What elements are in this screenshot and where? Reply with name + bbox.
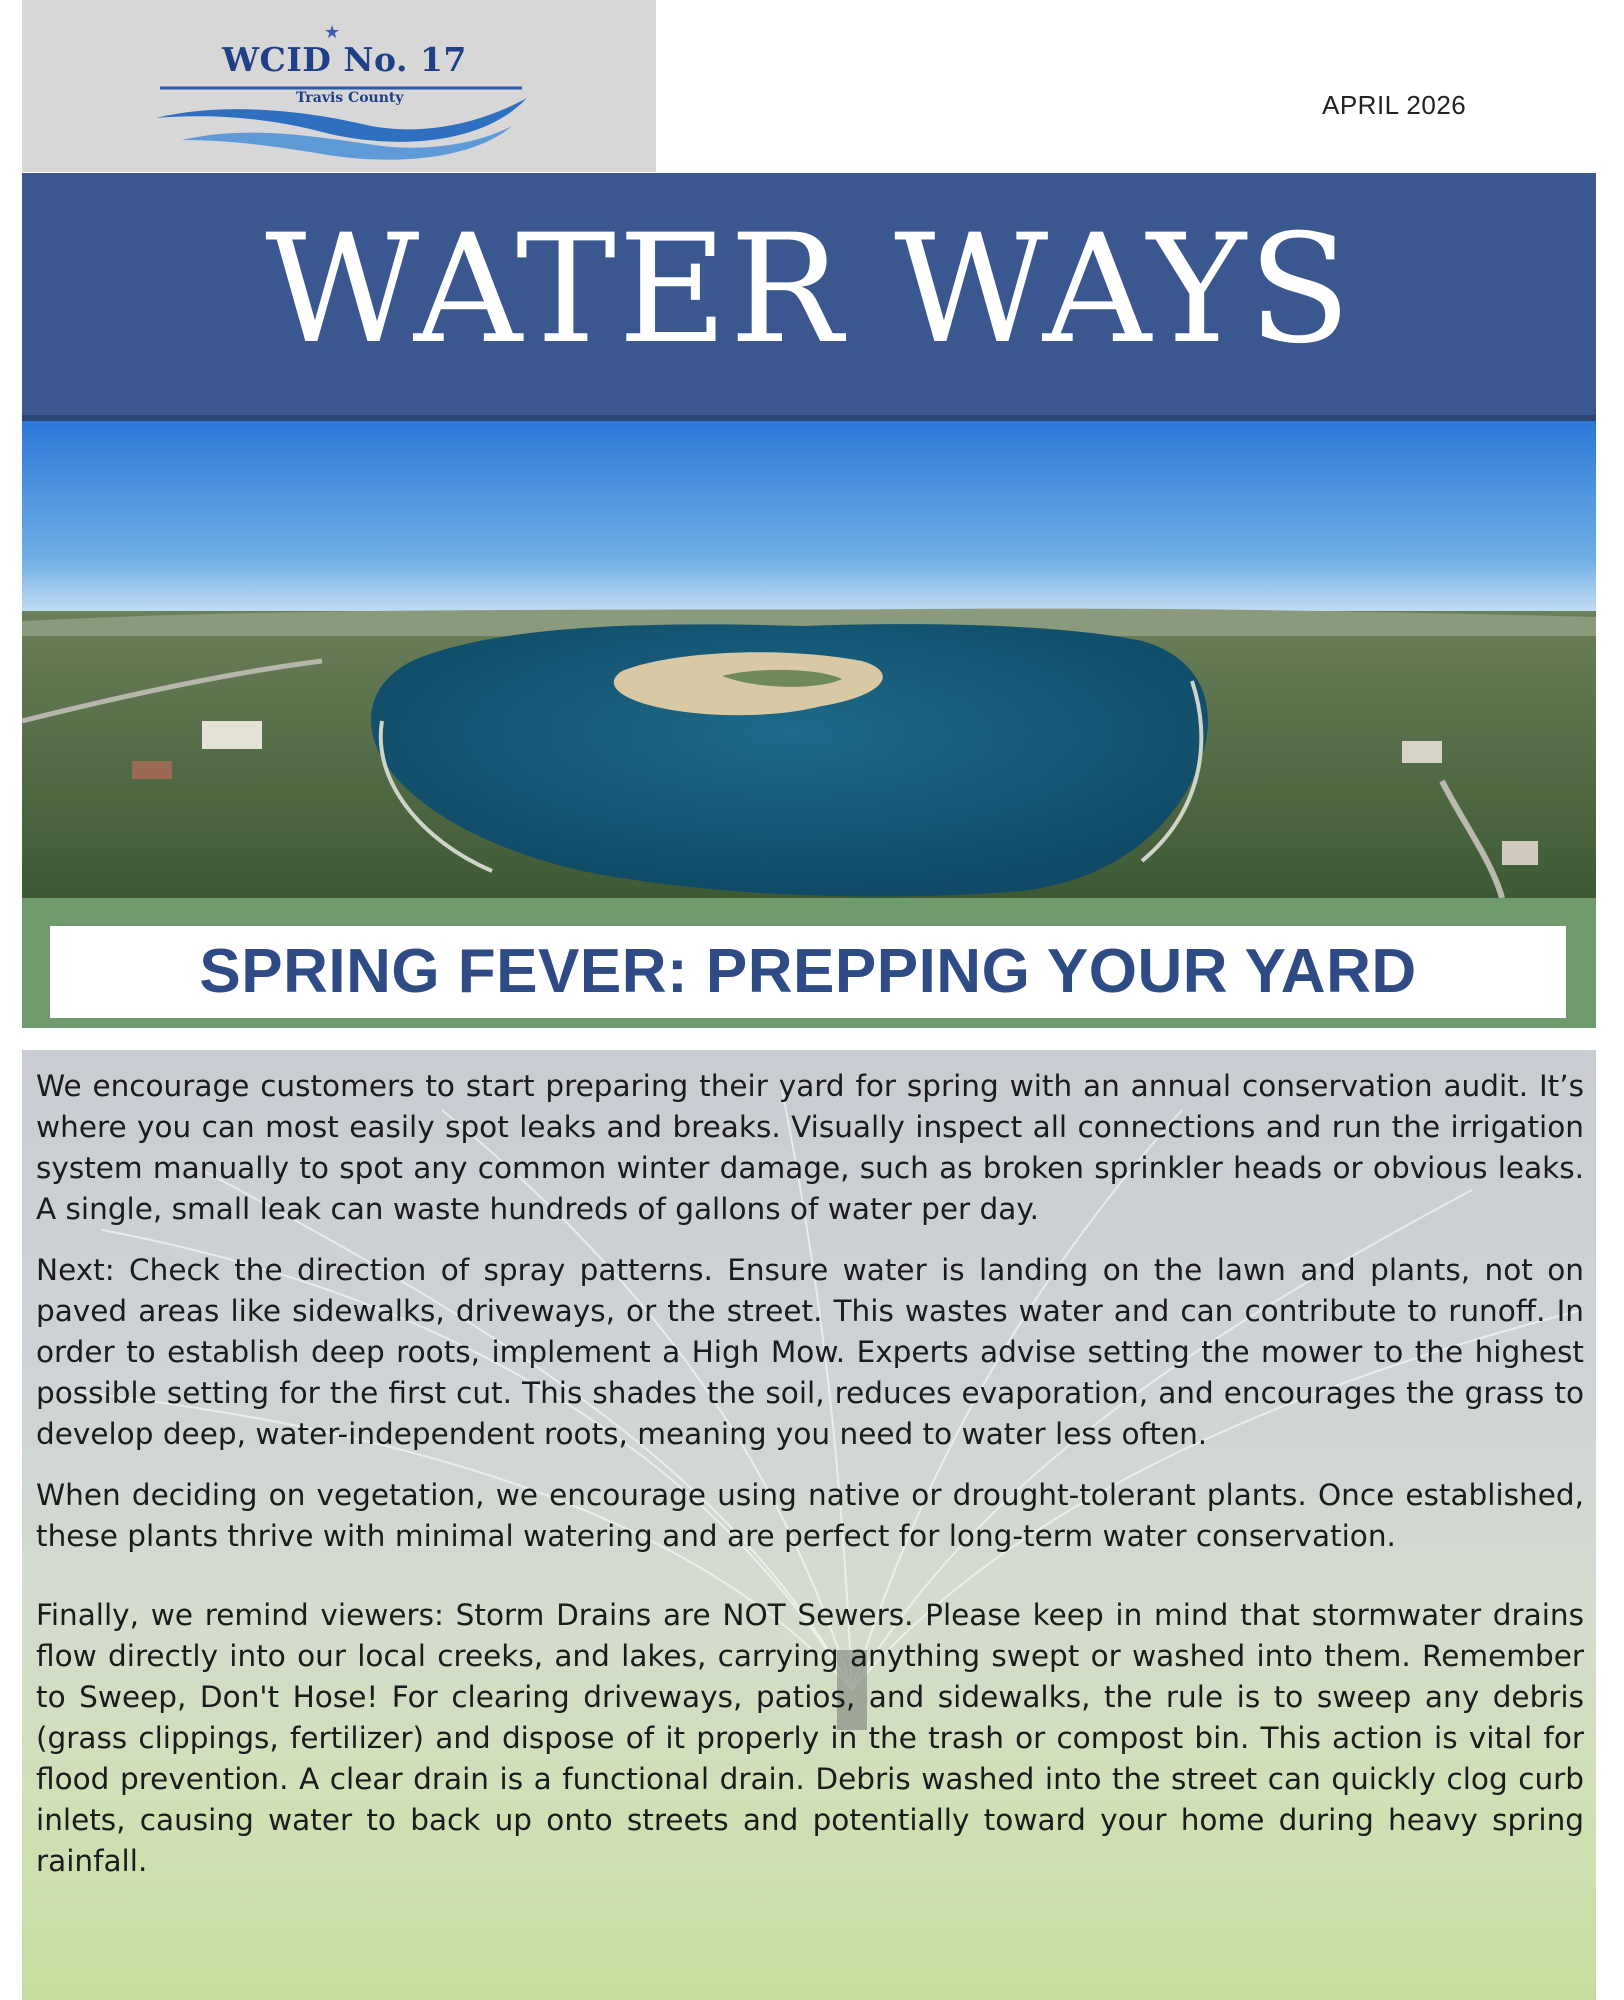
article-paragraph-2: Next: Check the direction of spray patterns. Ensure water is landing on the lawn and plants, not on paved areas like sidewalks, driveways, or the street. This wastes water and can contribute to runoff. In order to establish deep roots, implement a High Mow. Experts advise setting the mower to the highest possible setting for the first cut. This shades the soil, reduces evaporation, and encourages the grass to develop deep, water-independent roots, meaning you need to water less often. [36,1253,1584,1451]
article-body [36,1066,1584,1902]
headline-box [50,926,1566,1018]
article-paragraph-4: Finally, we remind viewers: Storm Drains are NOT Sewers. Please keep in mind that stormwater drains flow directly into our local creeks, and lakes, carrying anything swept or washed into them. Remember to Sweep, Don't Hose! For clearing driveways, patios, and sidewalks, the rule is to sweep any debris (grass clippings, fertilizer) and dispose of it properly in the trash or compost bin. This action is vital for flood prevention. A clear drain is a functional drain. Debris washed into the street can quickly clog curb inlets, causing water to back up onto streets and potentially toward your home during heavy spring rainfall. [36,1598,1584,1878]
logo-title: WCID No. 17 [222,40,467,79]
issue-date: APRIL 2026 [1322,90,1467,120]
lake-photo-icon [22,421,1596,898]
logo-subtitle: Travis County [296,90,404,106]
article-headline: SPRING FEVER: PREPPING YOUR YARD [199,937,1417,1006]
masthead-title: WATER WAYS [265,203,1353,377]
article-paragraph-3: When deciding on vegetation, we encourage using native or drought-tolerant plants. Once established, these plants thrive with minimal watering and are perfect for long-term water conservation. [36,1478,1584,1553]
article-paragraph-1: We encourage customers to start preparing their yard for spring with an annual conservation audit. It’s where you can most easily spot leaks and breaks. Visually inspect all connections and run the irrigation system manually to spot any common winter damage, such as broken sprinkler heads or obvious leaks. A single, small leak can waste hundreds of gallons of water per day. [36,1069,1584,1226]
logo-box [22,0,656,172]
headline-banner [22,898,1596,1028]
star-icon: ★ [324,22,341,43]
aerial-lake-photo [22,421,1596,898]
masthead [22,173,1596,415]
